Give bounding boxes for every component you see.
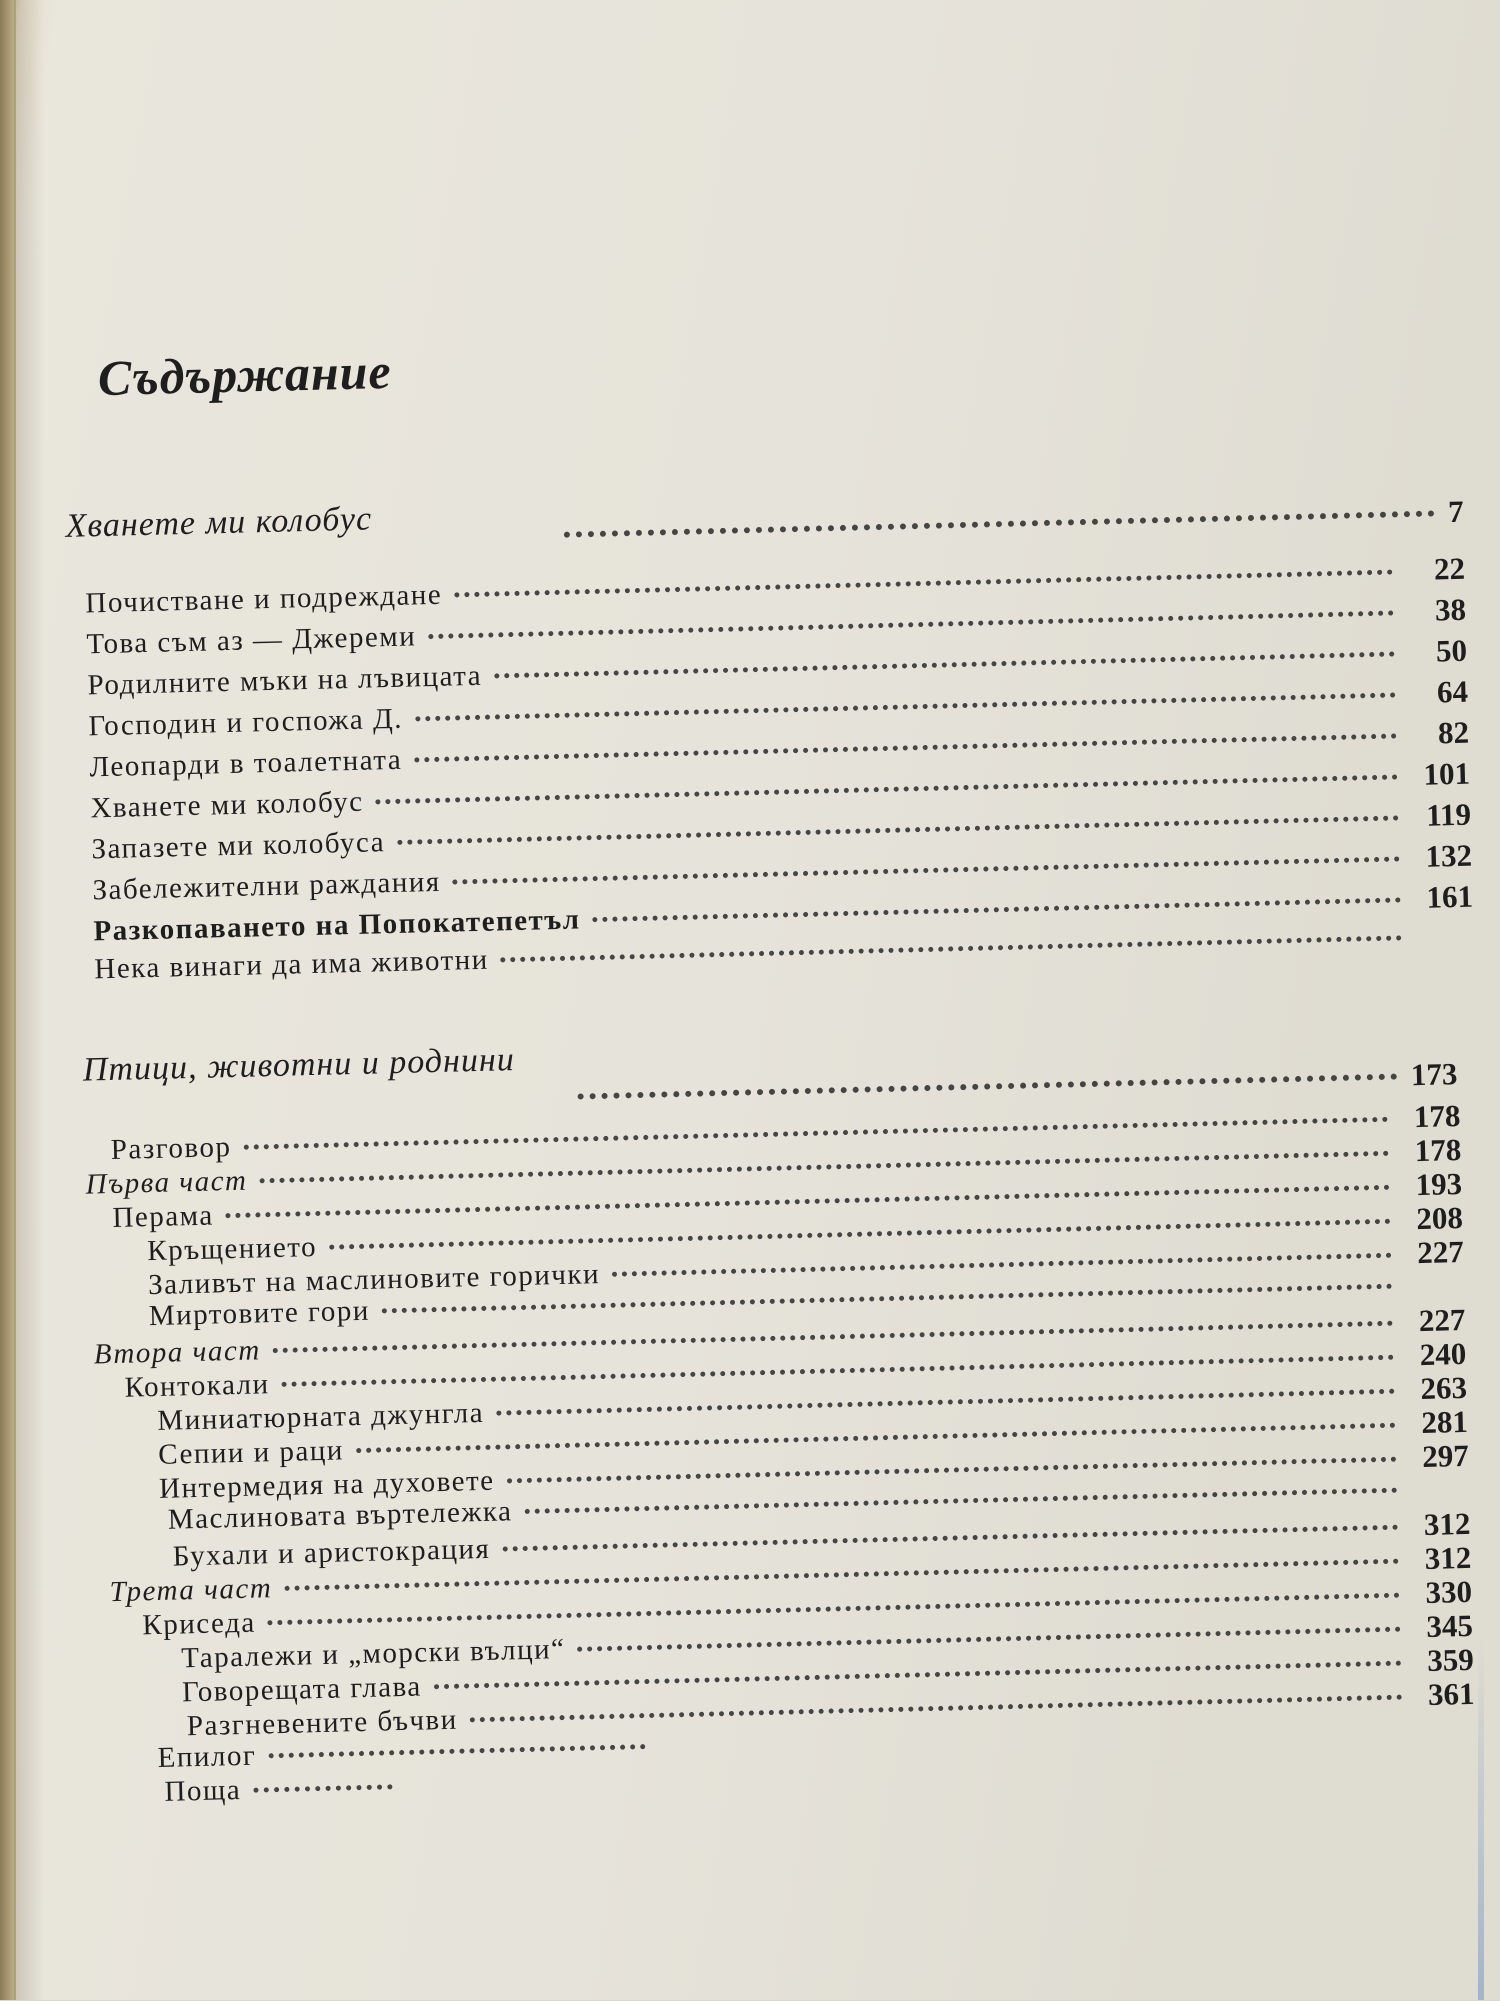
entry-page: [1414, 945, 1474, 946]
entry-page: 227: [1418, 1301, 1466, 1339]
entry-title: Кръщението: [146, 1230, 318, 1268]
entry-title: Разкопаването на Попокатепетъл: [93, 903, 581, 948]
entry-page: 22: [1433, 550, 1466, 587]
entry-page: 50: [1435, 632, 1468, 669]
entry-title: Заливът на маслиновите горички: [147, 1258, 601, 1302]
entry-title: Миртовите гори: [148, 1294, 371, 1333]
entry-page: 38: [1434, 591, 1467, 628]
entry-page: 312: [1423, 1505, 1471, 1543]
section-1-page-row: [563, 494, 1464, 552]
section-1-title: Хванете ми колобус: [65, 500, 373, 545]
entry-title: Трета част: [109, 1572, 273, 1609]
leader-dots: [414, 733, 1397, 762]
entry-title: Маслиновата въртележка: [167, 1495, 513, 1536]
entry-title: Леопарди в тоалетната: [89, 743, 403, 784]
entry-page: 312: [1424, 1539, 1472, 1577]
entry-title: Таралежи и „морски вълци“: [180, 1633, 566, 1675]
entry-page: [405, 1794, 465, 1795]
entry-title: Родилните мъки на лъвицата: [87, 659, 483, 702]
entry-title: Сепии и раци: [157, 1434, 345, 1471]
leader-dots: [268, 1744, 645, 1758]
entry-page: 281: [1420, 1403, 1469, 1441]
entry-title: Разговор: [110, 1131, 232, 1166]
leader-dots: [470, 1695, 1403, 1723]
entry-page: 119: [1425, 796, 1472, 833]
leader-dots: [494, 651, 1395, 678]
toc-title: Съдържание: [97, 342, 393, 407]
toc-entry[interactable]: [164, 1769, 465, 1809]
entry-page: 345: [1425, 1607, 1474, 1644]
leader-dots: [397, 815, 1399, 844]
entry-title: Поща: [164, 1773, 242, 1808]
section-2-heading: [82, 1041, 515, 1090]
entry-page: 82: [1437, 714, 1470, 751]
entry-title: Хванете ми колобус: [90, 785, 364, 825]
entry-title: Първа част: [85, 1164, 248, 1201]
entry-page: 330: [1425, 1573, 1473, 1610]
entry-page: 132: [1425, 837, 1473, 874]
entry-title: Това съм аз — Джереми: [86, 620, 417, 661]
section-1-heading: [65, 500, 372, 545]
entry-page: 193: [1415, 1165, 1463, 1203]
entry-title: Запазете ми колобуса: [91, 826, 386, 866]
leader-dots: [454, 569, 1393, 597]
entry-page: [1405, 1293, 1465, 1294]
entry-page: 359: [1426, 1641, 1475, 1678]
entry-title: Господин и госпожа Д.: [88, 702, 404, 743]
entry-page: 361: [1427, 1675, 1475, 1712]
entry-page: 227: [1416, 1233, 1465, 1271]
leader-dots: [578, 1074, 1397, 1100]
entry-page: 178: [1414, 1132, 1462, 1169]
entry-page: 297: [1421, 1437, 1470, 1475]
entry-page: 101: [1423, 755, 1471, 792]
entry-page: 240: [1419, 1335, 1467, 1373]
entry-title: Почистване и подреждане: [85, 578, 443, 620]
section-2-page: 173: [1410, 1056, 1458, 1093]
entry-page: 208: [1415, 1199, 1464, 1237]
entry-title: Втора част: [93, 1334, 262, 1371]
section-1-page: 7: [1447, 493, 1465, 530]
leader-dots: [415, 692, 1396, 721]
leader-dots: [564, 510, 1434, 537]
entry-title: Криседа: [142, 1606, 257, 1642]
entry-title: Миниатюрната джунгла: [157, 1396, 485, 1437]
entry-page: 161: [1426, 878, 1474, 915]
section-2-title: Птици, животни и роднини: [82, 1041, 516, 1089]
leader-dots: [253, 1784, 392, 1792]
leader-dots: [453, 856, 1401, 884]
entry-title: Епилог: [157, 1739, 257, 1775]
entry-title: Разгневените бъчви: [186, 1703, 459, 1743]
entry-page: 263: [1420, 1369, 1468, 1407]
entry-title: Бухали и аристокрация: [172, 1532, 491, 1573]
leader-dots: [428, 610, 1394, 639]
entry-page: [658, 1753, 718, 1754]
entry-title: Говорещата глава: [181, 1670, 423, 1709]
entry-page: 178: [1413, 1098, 1461, 1135]
leader-dots: [376, 774, 1399, 804]
leader-dots: [592, 897, 1401, 922]
entry-title: Забележителни раждания: [92, 865, 442, 907]
entry-title: Перама: [112, 1199, 215, 1234]
entry-page: [1410, 1497, 1470, 1498]
entry-title: Нека винаги да има животни: [94, 943, 490, 986]
leader-dots: [501, 935, 1402, 962]
entry-title: Интермедия на духовете: [158, 1464, 495, 1505]
entry-title: Контокали: [124, 1368, 270, 1404]
entry-page: 64: [1436, 673, 1469, 710]
